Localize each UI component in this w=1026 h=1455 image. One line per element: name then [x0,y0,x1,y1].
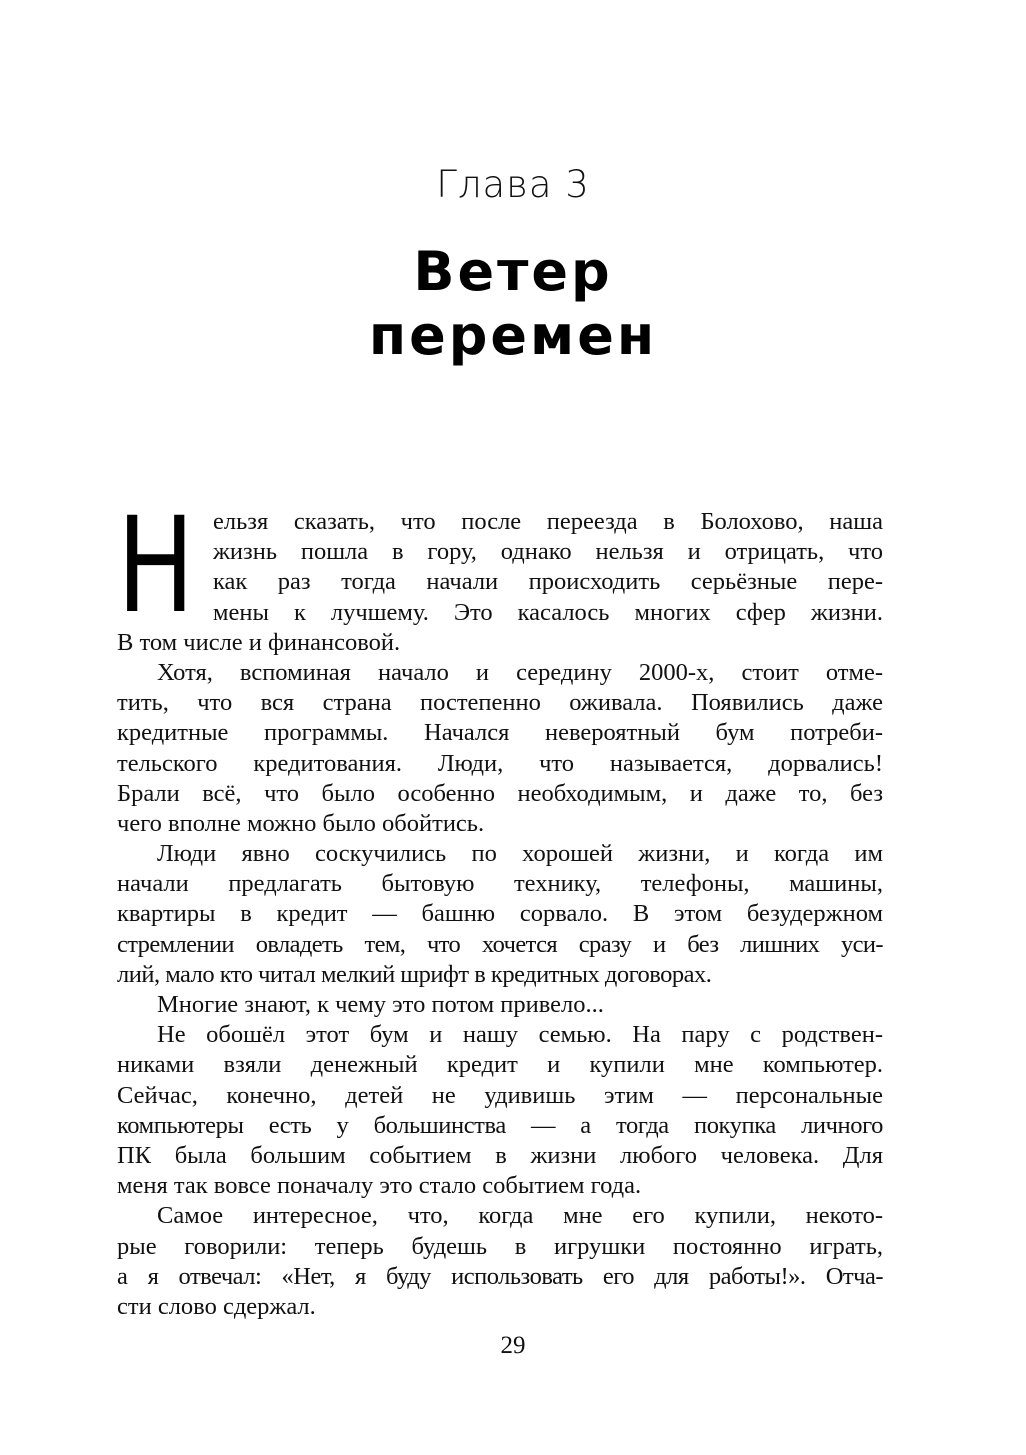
chapter-label: Глава 3 [436,163,590,206]
chapter-title-line-2: перемен [368,304,658,367]
text-line: Не обошёл этот бум и нашу семью. На пару с родствен- [157,1021,883,1049]
text-line: начали предлагать бытовую технику, телефоны, машины, [117,870,883,898]
text-line: чего вполне можно было обойтись. [117,809,485,837]
paragraph-6 [117,1201,883,1322]
paragraph-4 [117,990,883,1020]
text-line: Хотя, вспоминая начало и середину 2000-х, стоит отме- [157,658,883,686]
text-line: кредитные программы. Начался невероятный бум потреби- [117,719,883,747]
text-line: рые говорили: теперь будешь в игрушки постоянно играть, [117,1232,883,1260]
text-line: как раз тогда начали происходить серьёзные пере- [213,568,883,596]
text-line: ельзя сказать, что после переезда в Болохово, наша [213,508,883,535]
text-line: лий, мало кто читал мелкий шрифт в кредитных договорах. [117,960,712,988]
text-line: Многие знают, к чему это потом привело... [157,991,604,1018]
paragraph-2 [117,658,883,839]
chapter-title [0,240,1026,368]
text-line: сти слово сдержал. [117,1292,316,1320]
text-line: Брали всё, что было особенно необходимым, и даже то, без [117,779,883,807]
text-line: стремлении овладеть тем, что хочется сразу и без лишних уси- [117,930,883,958]
text-column [117,489,883,1322]
text-line: жизнь пошла в гору, однако нельзя и отрицать, что [213,538,883,566]
text-line: Сейчас, конечно, детей не удивишь этим — персональные [117,1081,883,1109]
text-line: компьютеры есть у большинства — а тогда покупка личного [117,1111,883,1139]
text-line: меня так вовсе поначалу это стало событием года. [117,1172,642,1200]
page-number: 29 [500,1332,526,1359]
text-line: ПК была большим событием в жизни любого человека. Для [117,1141,883,1169]
paragraph-3 [117,839,883,990]
text-line: квартиры в кредит — башню сорвало. В этом безудержном [117,900,883,928]
text-line: никами взяли денежный кредит и купили мне компьютер. [117,1051,883,1079]
text-line: тить, что вся страна постепенно оживала. Появились даже [117,689,883,717]
drop-cap: Н [117,489,195,643]
paragraph-5 [117,1020,883,1201]
text-line: мены к лучшему. Это касалось многих сфер жизни. [213,598,883,626]
paragraph-1 [117,489,883,658]
text-line: Люди явно соскучились по хорошей жизни, и когда им [157,840,883,868]
text-line: а я отвечал: «Нет, я буду использовать его для работы!». Отча- [117,1262,883,1290]
text-line: Самое интересное, что, когда мне его купили, некото- [157,1202,883,1230]
text-line: В том числе и финансовой. [117,628,401,656]
text-line: тельского кредитования. Люди, что называется, дорвались! [117,749,883,777]
chapter-title-line-1: Ветер [413,240,613,303]
